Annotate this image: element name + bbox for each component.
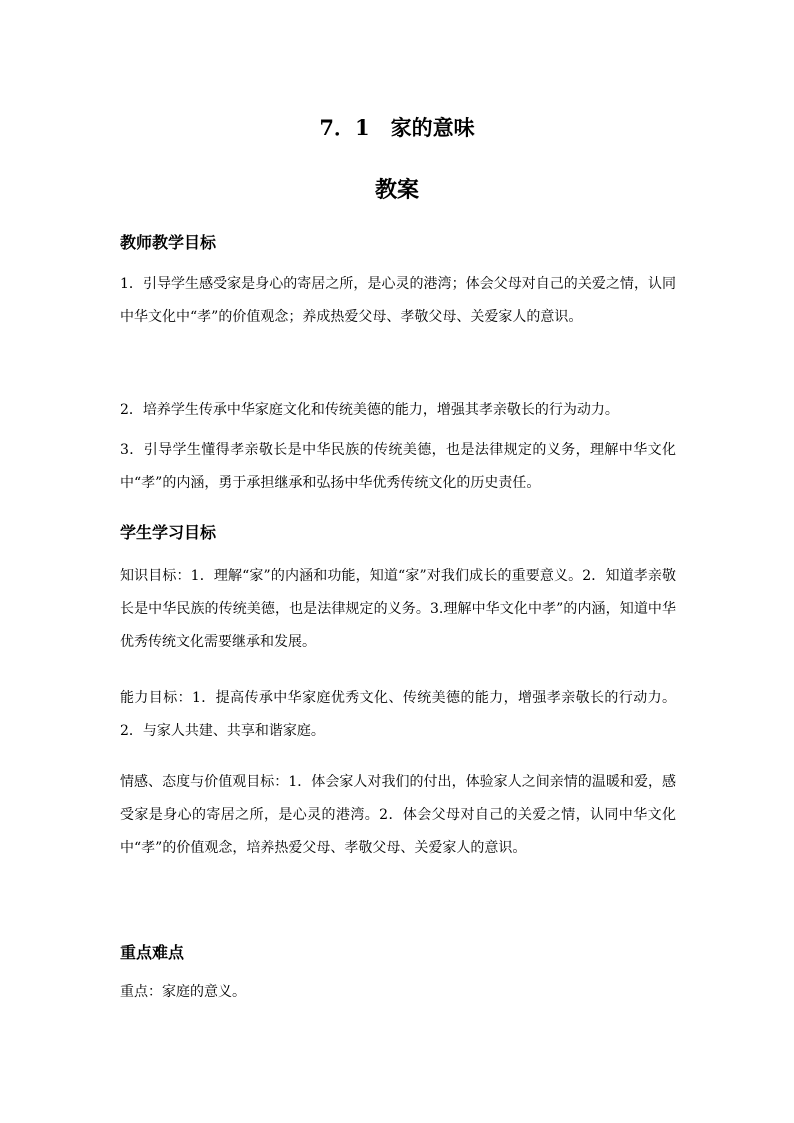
document-title: 7．1 家的意味 xyxy=(319,115,475,140)
student-goal-ability: 能力目标：1．提高传承中华家庭优秀文化、传统美德的能力，增强孝亲敬长的行动力。2．与家人共建、共享和谐家庭。 xyxy=(120,690,676,739)
teacher-goal-2: 2．培养学生传承中华家庭文化和传统美德的能力，增强其孝亲敬长的行为动力。 xyxy=(120,402,619,418)
student-goal-emotion: 情感、态度与价值观目标：1．体会家人对我们的付出，体验家人之间亲情的温暖和爱，感受家是身心的寄居之所，是心灵的港湾。2．体会父母对自己的关爱之情，认同中华文化中“孝”的价值观念，培养热爱父母、孝敬父母、关爱家人的意识。 xyxy=(120,774,676,856)
section-heading-key-points: 重点难点 xyxy=(120,943,185,962)
section-heading-teacher-goals: 教师教学目标 xyxy=(120,233,217,252)
section-heading-student-goals: 学生学习目标 xyxy=(120,523,217,542)
key-point-1: 重点：家庭的意义。 xyxy=(120,984,246,1000)
teacher-goal-1: 1．引导学生感受家是身心的寄居之所，是心灵的港湾；体会父母对自己的关爱之情，认同中华文化中“孝”的价值观念；养成热爱父母、孝敬父母、关爱家人的意识。 xyxy=(120,276,676,325)
teacher-goal-3: 3．引导学生懂得孝亲敬长是中华民族的传统美德，也是法律规定的义务，理解中华文化中“孝”的内涵，勇于承担继承和弘扬中华优秀传统文化的历史责任。 xyxy=(120,442,676,491)
document-subtitle: 教案 xyxy=(374,177,419,203)
student-goal-knowledge: 知识目标：1．理解“家”的内涵和功能，知道“家”对我们成长的重要意义。2．知道孝亲敬长是中华民族的传统美德，也是法律规定的义务。3.理解中华文化中孝”的内涵，知道中华优秀传统文化需要继承和发展。 xyxy=(120,568,676,650)
